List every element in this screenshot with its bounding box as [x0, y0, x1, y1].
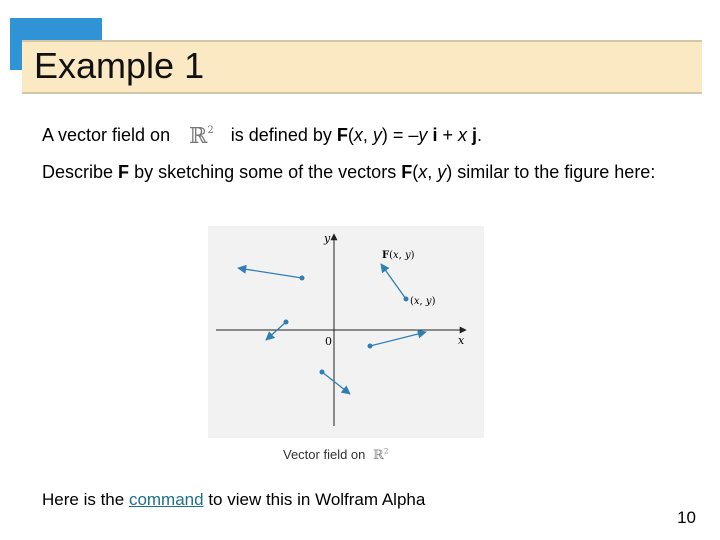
- definition-line: A vector field on ℝ$^2$ is defined by F(x, y) = –y i + x j.: [42, 124, 483, 149]
- vector-arrow-1: [238, 268, 302, 278]
- footer-line: Here is the command to view this in Wolfram Alpha: [42, 490, 426, 509]
- vector-field-plot: [208, 226, 484, 438]
- caption-r2-symbol: ℝ$^2$: [373, 447, 389, 463]
- instruction-paragraph: Describe F by sketching some of the vectors F(x, y) similar to the figure here:: [42, 162, 656, 182]
- vector-point-4: [368, 344, 373, 349]
- x-axis-label: x: [458, 334, 465, 347]
- figure-caption: Vector field on ℝ$^2$: [283, 447, 389, 463]
- vector-arrow-4: [370, 332, 426, 346]
- vector-arrow-3: [266, 322, 286, 340]
- vector-arrow-5: [322, 372, 350, 394]
- vector-point-2: [404, 297, 409, 302]
- page-number: 10: [677, 508, 696, 527]
- point-label: (x, y): [410, 296, 436, 307]
- vector-label: F(x, y): [382, 250, 415, 261]
- r2-symbol: ℝ$^2$: [189, 124, 214, 149]
- vector-field-figure: [208, 226, 484, 438]
- command-link[interactable]: command: [128, 490, 204, 509]
- vector-arrow-2: [381, 264, 406, 299]
- origin-label: 0: [325, 335, 332, 348]
- slide-title: Example 1: [34, 45, 205, 86]
- vector-point-5: [320, 370, 325, 375]
- vector-point-1: [300, 276, 305, 281]
- vector-point-3: [284, 320, 289, 325]
- y-axis-label: y: [324, 232, 331, 245]
